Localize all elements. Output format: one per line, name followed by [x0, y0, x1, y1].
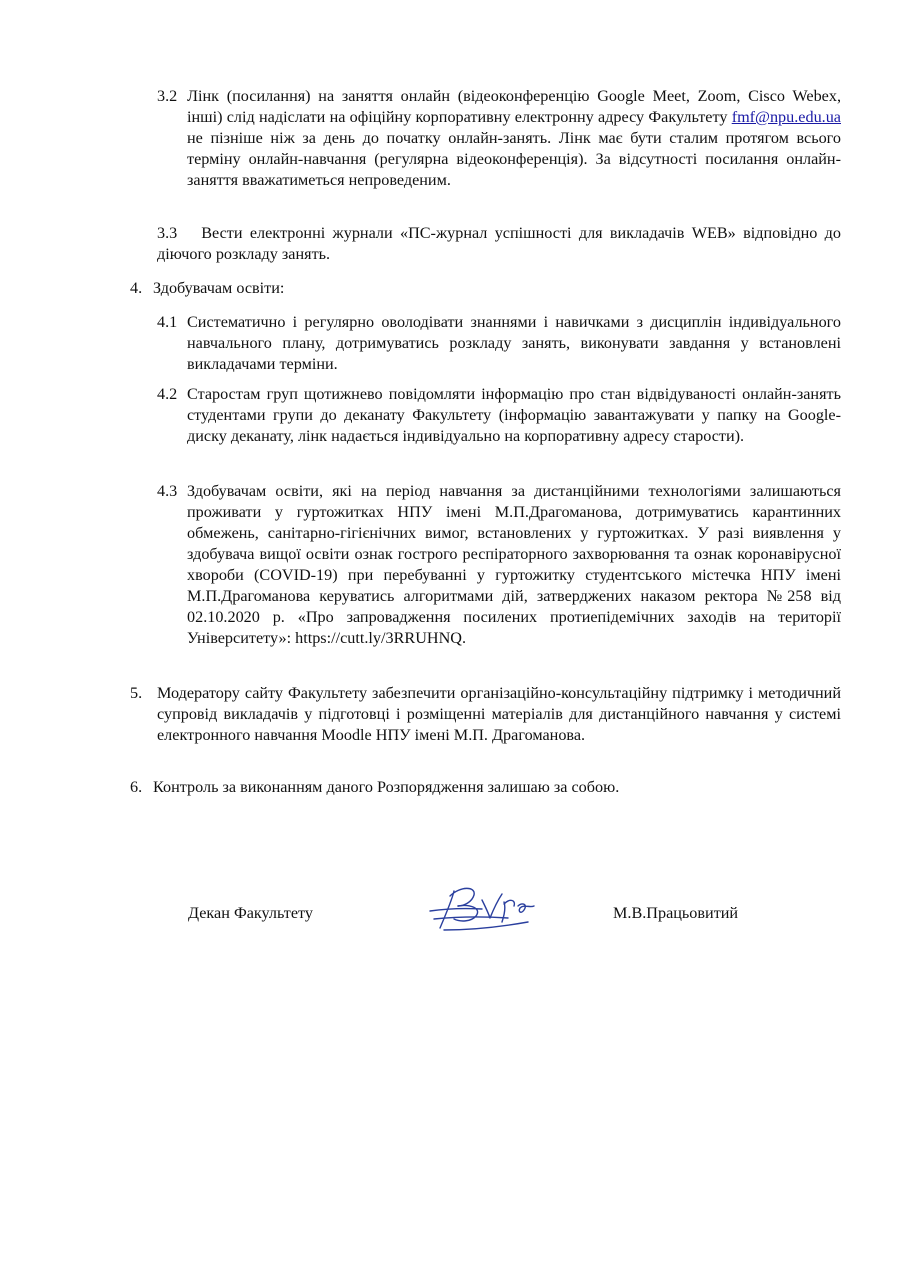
item-3-2-text-part1: Лінк (посилання) на заняття онлайн (відеоконференцію Google Meet, Zoom, Cisco Webex, інші) слід надіслати на офіційну корпоративну електронну адресу Факультету: [187, 87, 841, 126]
item-4-1-text: Систематично і регулярно оволодівати знаннями і навичками з дисциплін індивідуального навчального плану, дотримуватись розкладу занять, виконувати завдання у встановлені викладачами терміни.: [187, 313, 841, 373]
item-6-text: Контроль за виконанням даного Розпорядження залишаю за собою.: [153, 778, 620, 796]
item-3-2-number: 3.2: [157, 87, 178, 105]
item-4-2-number: 4.2: [157, 385, 178, 403]
handwritten-signature: [424, 878, 544, 940]
item-4-2-text: Старостам груп щотижнево повідомляти інформацію про стан відвідуваності онлайн-занять студентами групи до деканату Факультету (інформацію завантажувати у папку на Google-диску деканату, лінк надається індивідуально на корпоративну адресу старости).: [187, 385, 841, 445]
item-4-1-number: 4.1: [157, 313, 178, 331]
item-6-number: 6.: [130, 778, 143, 796]
item-5-number: 5.: [130, 684, 143, 702]
faculty-email-link[interactable]: fmf@npu.edu.ua: [731, 108, 841, 126]
item-4-number: 4.: [130, 279, 143, 297]
item-4-3-text: Здобувачам освіти, які на період навчання за дистанційними технологіями залишаються проживати у гуртожитках НПУ імені М.П.Драгоманова, дотримуватись карантинних обмежень, санітарно-гігієнічних вимог, встановлених у гуртожитках. У разі виявлення у здобувача вищої освіти ознак гострого респіраторного захворювання та ознак коронавірусної хвороби (COVID-19) при перебуванні у гуртожитку студентського містечка НПУ імені М.П.Драгоманова керуватись алгоритмами дій, затверджених наказом ректора №258 від 02.10.2020 р. «Про запровадження посилених протиепідемічних заходів на території Університету»: https://cutt.ly/3RRUHNQ.: [187, 482, 841, 647]
item-3-2-text: [187, 86, 841, 191]
item-4-text: Здобувачам освіти:: [153, 279, 285, 297]
dean-name: М.В.Працьовитий: [613, 904, 739, 922]
item-3-3: [157, 223, 841, 265]
item-3-3-number: 3.3: [157, 224, 178, 242]
item-5-text: Модератору сайту Факультету забезпечити організаційно-консультаційну підтримку і методичний супровід викладачів у підготовці і розміщенні матеріалів для дистанційного навчання у системі електронного навчання Moodle НПУ імені М.П. Драгоманова.: [157, 684, 841, 744]
dean-position-label: Декан Факультету: [188, 904, 313, 922]
item-4-3-number: 4.3: [157, 482, 178, 500]
item-3-2-text-part2: не пізніше ніж за день до початку онлайн-занять. Лінк має бути сталим протягом всього терміну онлайн-навчання (регулярна відеоконференція). За відсутності посилання онлайн-заняття вважатиметься непроведеним.: [187, 129, 841, 189]
item-3-3-text: Вести електронні журнали «ПС-журнал успішності для викладачів WEB» відповідно до діючого розкладу занять.: [157, 224, 841, 263]
